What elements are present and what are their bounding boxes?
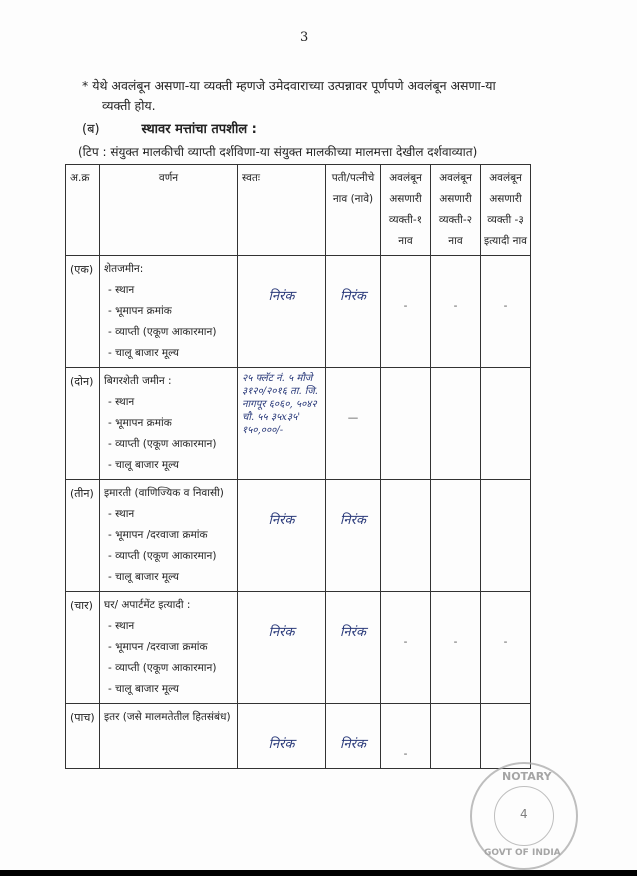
header-dependent-2: अवलंबून असणारी व्यक्ती-२ नाव <box>431 165 481 256</box>
section-label: (ब) <box>82 122 100 137</box>
row-subitem: - स्थान <box>108 284 135 296</box>
note-line-2: व्यक्ती होय. <box>102 98 156 113</box>
scan-border <box>0 870 637 876</box>
row-subitem: - व्याप्ती (एकूण आकारमान) <box>108 550 217 562</box>
spouse-value: निरंक <box>326 704 381 769</box>
spouse-value: — <box>326 368 381 480</box>
dependent-1-value <box>381 368 431 480</box>
table-row <box>66 704 531 769</box>
row-subitem: - चालू बाजार मूल्य <box>108 347 179 359</box>
dependent-3-value: - <box>481 256 531 368</box>
row-serial: (चार) <box>66 592 100 704</box>
row-subitem: - भूमापन क्रमांक <box>108 417 172 429</box>
row-title: बिगरशेती जमीन : <box>104 375 172 387</box>
row-subitem: - भूमापन /दरवाजा क्रमांक <box>108 529 208 541</box>
section-title: स्थावर मत्तांचा तपशील : <box>141 122 257 137</box>
row-description <box>100 592 238 704</box>
stamp-bottom-text: GOVT OF INDIA <box>484 848 561 858</box>
self-value: निरंक <box>238 256 326 368</box>
header-description: वर्णन <box>100 165 238 256</box>
header-spouse: पती/पत्नीचे नाव (नावे) <box>326 165 381 256</box>
dependent-2-value <box>431 704 481 769</box>
tip-note: (टिप : संयुक्त मालकीची व्याप्ती दर्शविणा-या संयुक्त मालकीच्या मालमत्ता देखील दर्शवाव्यात) <box>78 145 478 159</box>
row-description <box>100 480 238 592</box>
row-serial: (पाच) <box>66 704 100 769</box>
dependent-3-value <box>481 368 531 480</box>
note-line-1: * येथे अवलंबून असणा-या व्यक्ती म्हणजे उमेदवाराच्या उत्पन्नावर पूर्णपणे अवलंबून असणा-या <box>82 78 496 93</box>
self-value: निरंक <box>238 704 326 769</box>
dependent-2-value: - <box>431 592 481 704</box>
self-value: २५ फ्लॅट नं. ५ मौजे ३१२०/२०१६ ता. जि. नागपूर ६०६०, ५०४२ चौ. ५५ ३५x३५' १५०,०००/- <box>238 368 326 480</box>
header-dependent-1: अवलंबून असणारी व्यक्ती-१ नाव <box>381 165 431 256</box>
dependent-3-value <box>481 480 531 592</box>
table-row <box>66 592 531 704</box>
row-subitem: - व्याप्ती (एकूण आकारमान) <box>108 662 217 674</box>
section-heading <box>82 120 610 140</box>
dependent-1-value <box>381 480 431 592</box>
spouse-value: निरंक <box>326 480 381 592</box>
dependent-2-value <box>431 368 481 480</box>
row-subitem: - व्याप्ती (एकूण आकारमान) <box>108 438 217 450</box>
header-serial: अ.क्र <box>66 165 100 256</box>
row-title: इतर (जसे मालमतेतील हितसंबंध) <box>104 711 231 723</box>
header-self: स्वतः <box>238 165 326 256</box>
row-description <box>100 368 238 480</box>
dependent-3-value <box>481 704 531 769</box>
page-number: 3 <box>300 30 309 45</box>
immovable-assets-table <box>65 164 531 769</box>
spouse-value: निरंक <box>326 592 381 704</box>
row-subitem: - चालू बाजार मूल्य <box>108 683 179 695</box>
row-serial: (तीन) <box>66 480 100 592</box>
dependent-note <box>82 76 610 116</box>
row-subitem: - भूमापन /दरवाजा क्रमांक <box>108 641 208 653</box>
self-value: निरंक <box>238 480 326 592</box>
dependent-1-value: - <box>381 256 431 368</box>
row-serial: (एक) <box>66 256 100 368</box>
row-description <box>100 704 238 769</box>
row-subitem: - व्याप्ती (एकूण आकारमान) <box>108 326 217 338</box>
page-content <box>65 76 610 769</box>
row-subitem: - स्थान <box>108 508 135 520</box>
row-subitem: - स्थान <box>108 620 135 632</box>
self-value: निरंक <box>238 592 326 704</box>
row-title: शेतजमीन: <box>104 263 144 275</box>
row-serial: (दोन) <box>66 368 100 480</box>
table-row <box>66 368 531 480</box>
row-subitem: - स्थान <box>108 396 135 408</box>
table-row <box>66 480 531 592</box>
dependent-2-value <box>431 480 481 592</box>
dependent-1-value: - <box>381 592 431 704</box>
row-subitem: - चालू बाजार मूल्य <box>108 459 179 471</box>
stamp-top-text: NOTARY <box>502 770 552 783</box>
row-title: घर/ अपार्टमेंट इत्यादी : <box>104 599 191 611</box>
table-header-row <box>66 165 531 256</box>
notary-stamp <box>470 762 578 870</box>
header-dependent-3: अवलंबून असणारी व्यक्ती -३ इत्यादी नाव <box>481 165 531 256</box>
dependent-1-value: - <box>381 704 431 769</box>
dependent-2-value: - <box>431 256 481 368</box>
row-description <box>100 256 238 368</box>
table-row <box>66 256 531 368</box>
row-subitem: - चालू बाजार मूल्य <box>108 571 179 583</box>
stamp-center-text: 4 <box>520 807 528 821</box>
row-title: इमारती (वाणिज्यिक व निवासी) <box>104 487 224 499</box>
spouse-value: निरंक <box>326 256 381 368</box>
row-subitem: - भूमापन क्रमांक <box>108 305 172 317</box>
dependent-3-value: - <box>481 592 531 704</box>
